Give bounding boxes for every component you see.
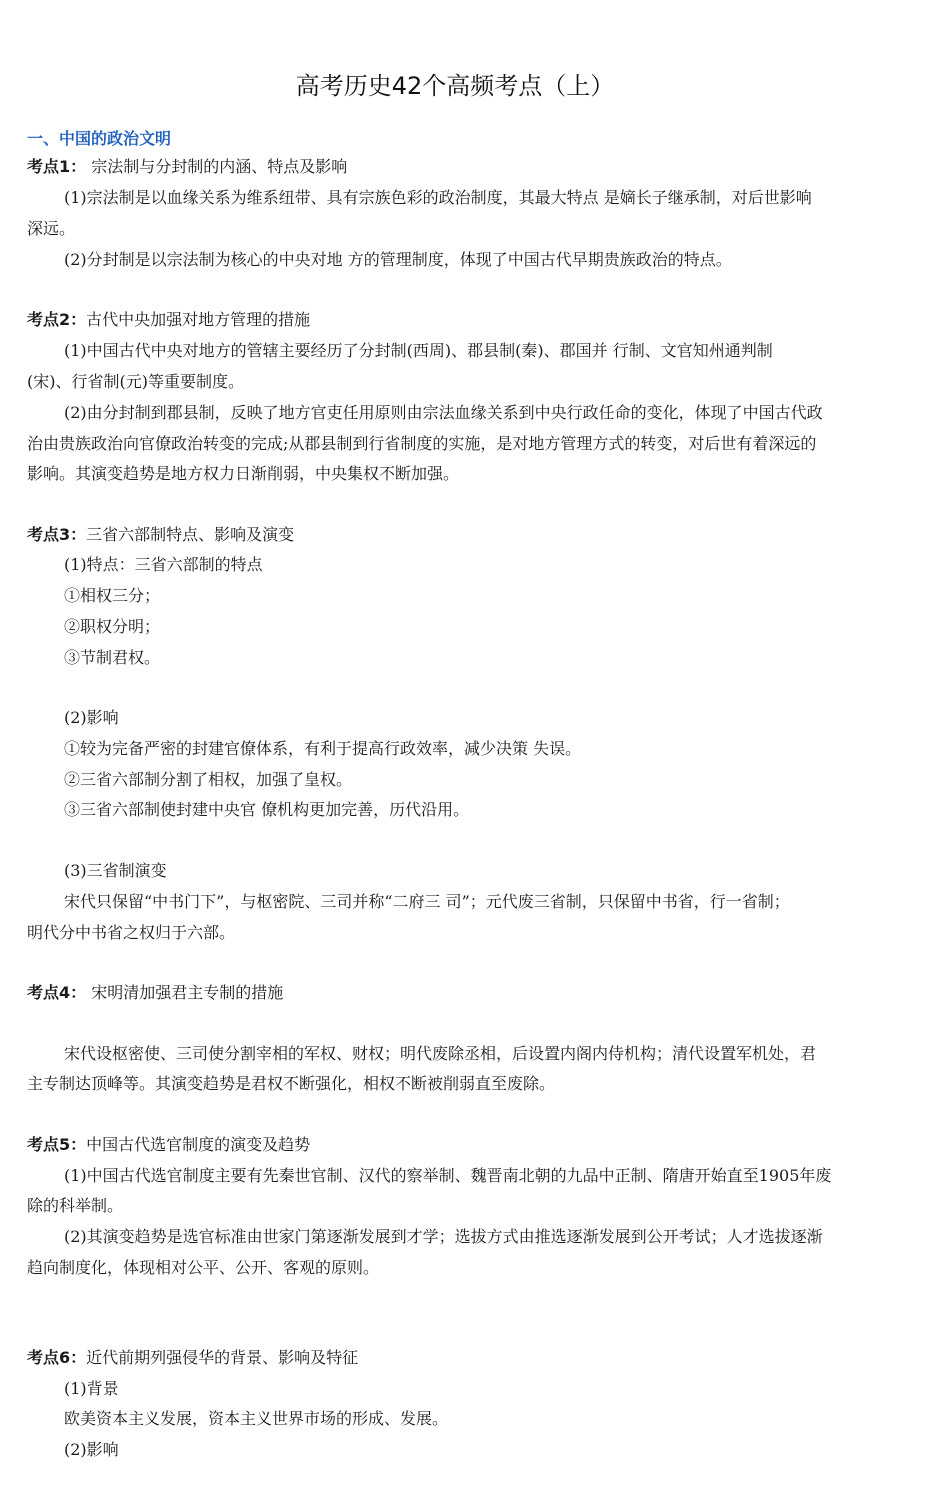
paragraph-line: (2)由分封制到郡县制，反映了地方官吏任用原则由宗法血缘关系到中央行政任命的变化，体现了中国古代政 bbox=[64, 403, 823, 422]
paragraph-line: 宋代只保留“中书门下”，与枢密院、三司并称“二府三 司”；元代废三省制，只保留中书省，行一省制； bbox=[64, 892, 790, 911]
paragraph-line: (2)其演变趋势是选官标准由世家门第逐渐发展到才学；选拔方式由推选逐渐发展到公开考试；人才选拔逐渐 bbox=[64, 1227, 823, 1246]
section-heading: 一、中国的政治文明 bbox=[27, 129, 172, 148]
paragraph-line: 治由贵族政治向官僚政治转变的完成;从郡县制到行省制度的实施，是对地方管理方式的转变，对后世有着深远的 bbox=[27, 434, 817, 453]
paragraph-line: (1)特点：三省六部制的特点 bbox=[64, 555, 263, 574]
kaodian-label: 考点2： bbox=[27, 310, 87, 329]
paragraph-line: (3)三省制演变 bbox=[64, 861, 167, 880]
kaodian-title: 古代中央加强对地方管理的措施 bbox=[86, 310, 311, 329]
kaodian-5-heading bbox=[27, 1135, 926, 1155]
kaodian-6-heading bbox=[27, 1348, 926, 1368]
paragraph-line: 深远。 bbox=[27, 219, 76, 238]
paragraph-line: (2)影响 bbox=[64, 1440, 119, 1459]
list-item: ②三省六部制分割了相权，加强了皇权。 bbox=[64, 770, 353, 789]
paragraph-line: (2)影响 bbox=[64, 708, 119, 727]
paragraph-line: 除的科举制。 bbox=[27, 1196, 124, 1215]
list-item: ③三省六部制使封建中央官 僚机构更加完善，历代沿用。 bbox=[64, 800, 470, 819]
list-item: ②职权分明； bbox=[64, 617, 161, 636]
kaodian-label: 考点3： bbox=[27, 525, 87, 544]
paragraph-line: 明代分中书省之权归于六部。 bbox=[27, 923, 236, 942]
paragraph-line: (1)背景 bbox=[64, 1379, 119, 1398]
page-title: 高考历史42个高频考点（上） bbox=[295, 72, 615, 100]
paragraph-line: 欧美资本主义发展，资本主义世界市场的形成、发展。 bbox=[64, 1409, 449, 1428]
paragraph-line: 宋代设枢密使、三司使分割宰相的军权、财权；明代废除丞相，后设置内阁内侍机构；清代设置军机处，君 bbox=[64, 1044, 817, 1063]
kaodian-2-heading bbox=[27, 310, 926, 330]
list-item: ①较为完备严密的封建官僚体系，有利于提高行政效率，减少决策 失误。 bbox=[64, 739, 582, 758]
kaodian-label: 考点1： bbox=[27, 157, 87, 176]
list-item: ③节制君权。 bbox=[64, 648, 161, 667]
kaodian-title: 近代前期列强侵华的背景、影响及特征 bbox=[86, 1348, 359, 1367]
kaodian-1-heading bbox=[27, 157, 926, 177]
paragraph-line: (2)分封制是以宗法制为核心的中央对地 方的管理制度，体现了中国古代早期贵族政治的特点。 bbox=[64, 250, 732, 269]
kaodian-label: 考点4： bbox=[27, 983, 87, 1002]
kaodian-3-heading bbox=[27, 525, 926, 545]
kaodian-title: 中国古代选官制度的演变及趋势 bbox=[86, 1135, 311, 1154]
kaodian-4-heading bbox=[27, 983, 926, 1003]
paragraph-line: (1)宗法制是以血缘关系为维系纽带、具有宗族色彩的政治制度，其最大特点 是嫡长子继承制，对后世影响 bbox=[64, 188, 812, 207]
paragraph-line: (宋)、行省制(元)等重要制度。 bbox=[27, 372, 244, 391]
kaodian-label: 考点6： bbox=[27, 1348, 87, 1367]
kaodian-title: 三省六部制特点、影响及演变 bbox=[86, 525, 295, 544]
kaodian-title: 宗法制与分封制的内涵、特点及影响 bbox=[86, 157, 348, 176]
paragraph-line: 影响。其演变趋势是地方权力日渐削弱，中央集权不断加强。 bbox=[27, 464, 460, 483]
kaodian-label: 考点5： bbox=[27, 1135, 87, 1154]
kaodian-title: 宋明清加强君主专制的措施 bbox=[86, 983, 284, 1002]
paragraph-line: 趋向制度化，体现相对公平、公开、客观的原则。 bbox=[27, 1258, 380, 1277]
paragraph-line: (1)中国古代选官制度主要有先秦世官制、汉代的察举制、魏晋南北朝的九品中正制、隋唐开始直至1905年废 bbox=[64, 1166, 832, 1185]
paragraph-line: (1)中国古代中央对地方的管辖主要经历了分封制(西周)、郡县制(秦)、郡国并 行制、文官知州通判制 bbox=[64, 341, 773, 360]
paragraph-line: 主专制达顶峰等。其演变趋势是君权不断强化，相权不断被削弱直至废除。 bbox=[27, 1074, 556, 1093]
list-item: ①相权三分； bbox=[64, 586, 161, 605]
